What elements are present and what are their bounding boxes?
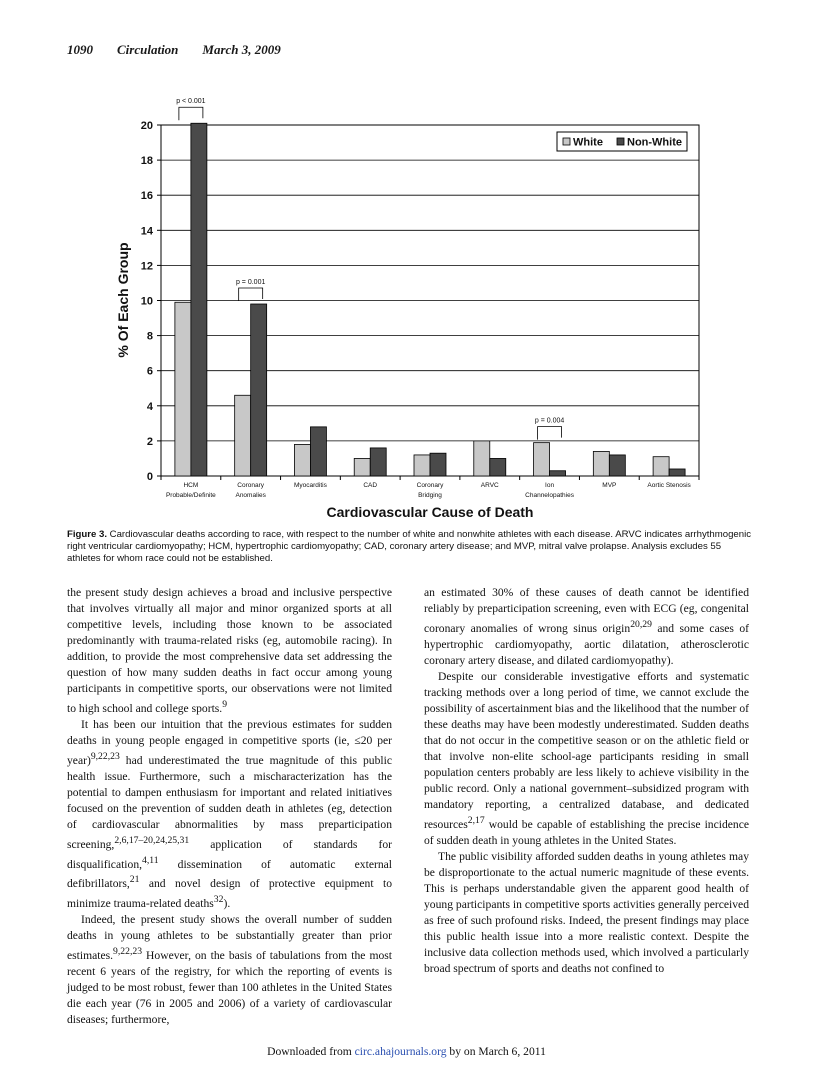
legend-swatch [563, 138, 570, 145]
annotation-label: p = 0.004 [534, 417, 565, 425]
citation: 2,6,17–20,24,25,31 [114, 834, 190, 846]
legend-entry: White [573, 136, 603, 149]
caption-label: Figure 3. [67, 529, 107, 540]
annotation-label: p < 0.001 [176, 98, 206, 106]
y-tick-label: 2 [146, 435, 153, 448]
y-tick-label: 20 [140, 120, 153, 132]
x-tick-label: Myocarditis [294, 482, 327, 489]
bar [430, 453, 446, 476]
paragraph: Indeed, the present study shows the overall number of sudden deaths in young athletes to be substantially greater than prior estimates.$^{9,22,23}$ However, on the basis of tabulations from the most recent 6 years of the registry, for which the reporting of events is judged to be most robust, fewer than 100 athletes in the United States die each year (76 in 2005 and 2006) of a variety of cardiovascular diseases; furthermore, [67, 913, 392, 1027]
bar [310, 427, 326, 476]
right-column [424, 585, 749, 977]
bar [550, 471, 566, 476]
x-tick-label: HCM [183, 482, 199, 489]
bar [191, 123, 207, 476]
x-tick-label: Bridging [418, 492, 442, 499]
paragraph: an estimated 30% of these causes of death cannot be identified reliably by preparticipation screening, even with ECG (eg, congenital coronary anomalies of wrong sinus origin$^{20,29}$ and some cases of hypertrophic cardiomyopathy, aortic dilatation, atherosclerotic coronary artery disease, and dilated cardiomyopathy). [424, 586, 749, 667]
x-tick-label: Coronary [416, 482, 444, 489]
x-tick-label: Channelopathies [525, 492, 574, 499]
citation: 9,22,23 [113, 946, 143, 958]
legend-entry: Non-White [627, 136, 682, 149]
x-tick-label: Ion [545, 482, 555, 489]
bar [534, 443, 550, 476]
x-tick-label: Aortic Stenosis [647, 482, 691, 489]
significance-bracket [179, 107, 203, 120]
y-tick-label: 12 [140, 260, 153, 273]
bar [251, 304, 267, 476]
bar [653, 457, 669, 476]
significance-bracket [538, 427, 562, 440]
y-tick-label: 14 [140, 225, 153, 238]
bar [414, 455, 430, 476]
issue-date: March 3, 2009 [202, 42, 281, 57]
x-tick-label: ARVC [480, 482, 499, 489]
significance-bracket [239, 288, 263, 301]
citation: 2,17 [467, 814, 485, 826]
y-tick-label: 18 [140, 155, 153, 168]
y-axis-title: % Of Each Group [115, 242, 131, 358]
paragraph: the present study design achieves a broad and inclusive perspective that involves virtually all major and minor organized sports at all competitive levels, including those known to be associated predominantly with trauma-related risks (eg, automobile racing). In addition, to provide the most comprehensive data set addressing the question of how many sudden deaths in fact occur among young participants in competitive sports, our observations were not limited to high school and college sports.$^9$ [67, 586, 392, 715]
caption-text: Cardiovascular deaths according to race, with respect to the number of white and nonwhite athletes with each disease. ARVC indicates arrhythmogenic right ventricular cardiomyopathy; HCM, hypertrophic cardiomyopathy; CAD, coronary artery disease; and MVP, mitral valve prolapse. Analysis excludes 55 athletes for whom race could not be established. [67, 529, 752, 564]
figure-caption [67, 529, 751, 565]
journal-link[interactable]: circ.ahajournals.org [354, 1045, 447, 1058]
citation: 21 [129, 874, 140, 886]
download-footer: Downloaded from circ.ahajournals.org by on March 6, 2011 [267, 1045, 546, 1058]
bar [474, 441, 490, 476]
page-number: 1090 [67, 42, 93, 57]
figure-3-chart [0, 0, 813, 525]
bar [593, 451, 609, 476]
x-tick-label: Anomalies [235, 492, 266, 499]
y-tick-label: 8 [146, 330, 153, 343]
x-tick-label: MVP [602, 482, 617, 489]
citation: 20,29 [630, 619, 652, 630]
bar [235, 395, 251, 476]
annotation-label: p = 0.001 [235, 279, 266, 287]
citation: 9 [222, 699, 228, 710]
journal-name: Circulation [117, 42, 179, 57]
bar [294, 444, 310, 476]
x-axis-title: Cardiovascular Cause of Death [326, 504, 534, 520]
bar [669, 469, 685, 476]
citation: 9,22,23 [90, 750, 120, 762]
bar [370, 448, 386, 476]
paragraph: Despite our considerable investigative efforts and systematic tracking methods over a long period of time, we cannot exclude the possibility of ascertainment bias and the likelihood that the number of these deaths may have been modestly underestimated. Sudden deaths that do not occur in the competitive season or on the athletic field or that involve non-elite school-age participants residing in small population centers probably are less likely to achieve visibility in the public record. Only a national government–subsidized program with mandatory reporting, a centralized database, and dedicated resources$^{2,17}$ would be capable of establishing the precise incidence of sudden death in young athletes in the United States. [424, 669, 749, 847]
y-tick-label: 16 [140, 190, 153, 203]
citation: 32 [213, 894, 224, 906]
bar [354, 458, 370, 476]
y-tick-label: 4 [146, 400, 153, 413]
y-tick-label: 10 [140, 295, 153, 308]
legend-swatch [617, 138, 624, 145]
x-tick-label: Probable/Definite [165, 492, 216, 499]
x-tick-label: CAD [363, 482, 378, 489]
y-tick-label: 6 [146, 365, 153, 378]
bar [609, 455, 625, 476]
bar [175, 302, 191, 476]
paragraph: It has been our intuition that the previous estimates for sudden deaths in young people engaged in competitive sports (ie, ≤20 per year)$^{9,22,23}$ had underestimated the true magnitude of this public health issue. Furthermore, such a mischaracterization has the potential to dampen enthusiasm for important and related initiatives focused on the prevention of sudden death in athletes (eg, detection of cardiovascular abnormalities by mass preparticipation screening,$^{2,6,17-20,24,25,31}$ application of standards for disqualification,$^{4,11}$ dissemination of automatic external defibrillators,$^{21}$ and novel design of protective equipment to minimize trauma-related deaths$^{32}$). [67, 717, 392, 911]
y-tick-label: 0 [146, 471, 153, 483]
bar [490, 458, 506, 476]
x-tick-label: Coronary [237, 482, 265, 489]
left-column [67, 585, 392, 1028]
citation: 4,11 [142, 854, 159, 866]
paragraph: The public visibility afforded sudden deaths in young athletes may be disproportionate to the actual numeric magnitude of these events. This is perhaps understandable given the apparent good health of young participants in competitive sports activities generally perceived as free of such profound risks. Indeed, the present findings may place this public health issue into a more realistic context. Despite the inclusive data collection methods used, which involved a particularly broad spectrum of sports and deaths not confined to [424, 849, 749, 975]
